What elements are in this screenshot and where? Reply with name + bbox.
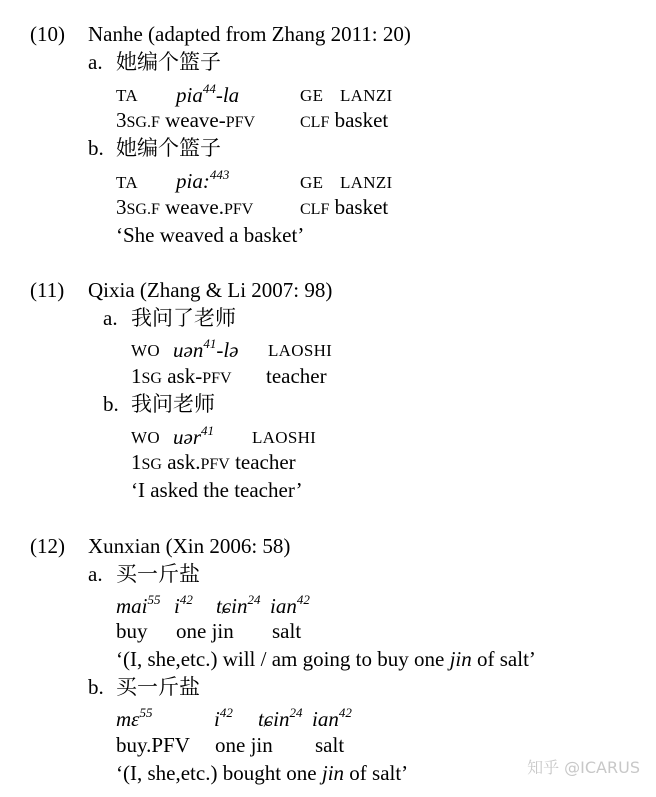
- ex10a-label: a.: [88, 50, 103, 74]
- ex10a-verb: pia$^{44}$-la: [176, 81, 240, 107]
- ex11b-verb: uər$^{41}$: [173, 423, 214, 449]
- ex12a-gloss: one jin: [176, 619, 234, 643]
- ex10b-label: b.: [88, 136, 104, 160]
- ex11b-chinese: 我问老师: [131, 392, 215, 416]
- ex12a-word: mai$^{55}$: [116, 592, 161, 618]
- ex12-title: Xunxian (Xin 2006: 58): [88, 534, 291, 558]
- ex10b-word: LANZI: [340, 173, 393, 192]
- ex11-number: (11): [30, 278, 65, 302]
- ex10b-word: GE: [300, 173, 324, 192]
- ex12a-translation: ‘(I, she,etc.) will / am going to buy one jin of salt’: [116, 647, 536, 671]
- ex11-translation: ‘I asked the teacher’: [131, 478, 303, 502]
- ex10b-verb: pia:$^{443}$: [176, 167, 230, 193]
- ex11b-word: LAOSHI: [252, 428, 317, 447]
- ex12b-gloss: salt: [315, 733, 345, 757]
- ex11a-word: WO: [131, 341, 160, 360]
- ex10a-gloss-clf: CLF basket: [300, 108, 389, 132]
- ex12-number: (12): [30, 534, 65, 558]
- ex10-title: Nanhe (adapted from Zhang 2011: 20): [88, 22, 411, 46]
- ex12a-gloss: salt: [272, 619, 302, 643]
- ex11b-gloss: 1SG ask.PFV teacher: [131, 450, 296, 474]
- ex10a-word: GE: [300, 86, 324, 105]
- ex12a-chinese: 买一斤盐: [116, 562, 200, 586]
- ex10b-gloss: 3SG.F weave.PFV: [116, 195, 254, 219]
- ex10a-word: LANZI: [340, 86, 393, 105]
- ex12b-gloss: buy.PFV: [116, 733, 190, 757]
- ex11b-word: WO: [131, 428, 160, 447]
- ex12a-word: tɕin$^{24}$: [216, 592, 261, 618]
- ex12b-chinese: 买一斤盐: [116, 675, 200, 699]
- ex10a-gloss: 3SG.F weave-PFV: [116, 108, 256, 132]
- ex12b-word: mɛ$^{55}$: [116, 705, 153, 731]
- ex10-translation: ‘She weaved a basket’: [116, 223, 305, 247]
- ex10b-chinese: 她编个篮子: [116, 136, 221, 160]
- ex11b-label: b.: [103, 392, 119, 416]
- ex10a-chinese: 她编个篮子: [116, 50, 221, 74]
- ex11a-word: LAOSHI: [268, 341, 333, 360]
- ex12a-word: ian$^{42}$: [270, 592, 310, 618]
- ex12b-word: $i^{42}$: [214, 705, 233, 731]
- ex10b-gloss-clf: CLF basket: [300, 195, 389, 219]
- ex11a-gloss-noun: teacher: [266, 364, 327, 388]
- ex12a-gloss: buy: [116, 619, 148, 643]
- ex12b-word: tɕin$^{24}$: [258, 705, 303, 731]
- ex11a-label: a.: [103, 306, 118, 330]
- ex10-number: (10): [30, 22, 65, 46]
- ex12b-translation: ‘(I, she,etc.) bought one jin of salt’: [116, 761, 409, 785]
- ex10b-word: TA: [116, 173, 138, 192]
- ex11-title: Qixia (Zhang & Li 2007: 98): [88, 278, 333, 302]
- ex12b-word: ian$^{42}$: [312, 705, 352, 731]
- ex12a-label: a.: [88, 562, 103, 586]
- ex12b-gloss: one jin: [215, 733, 273, 757]
- ex12a-word: $i^{42}$: [174, 592, 193, 618]
- watermark: 知乎 @ICARUS: [527, 758, 640, 777]
- ex11a-gloss: 1SG ask-PFV: [131, 364, 232, 388]
- ex10a-word: TA: [116, 86, 138, 105]
- ex11a-verb: uən$^{41}$-lə: [173, 336, 239, 362]
- ex11a-chinese: 我问了老师: [131, 306, 236, 330]
- ex12b-label: b.: [88, 675, 104, 699]
